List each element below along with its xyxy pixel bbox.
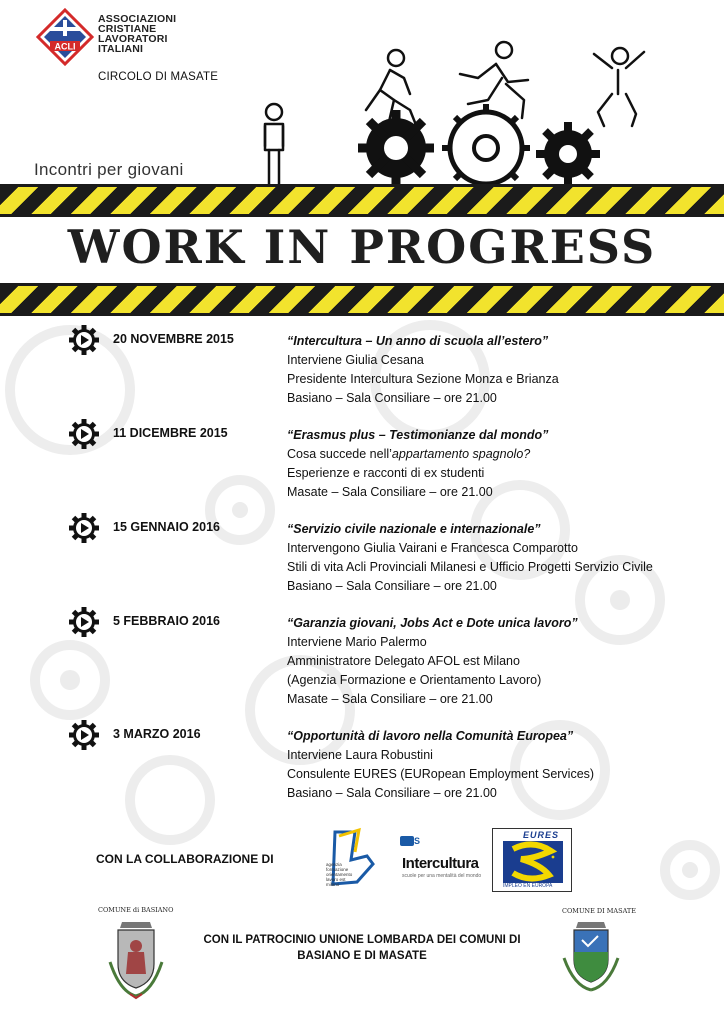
event-line: Presidente Intercultura Sezione Monza e Brianza bbox=[287, 372, 559, 386]
event-line: Masate – Sala Consiliare – ore 21.00 bbox=[287, 485, 493, 499]
event-line-italic: appartamento spagnolo? bbox=[391, 447, 531, 461]
eures-footer: IMPLEO EN EUROPA bbox=[503, 883, 553, 889]
intercultura-tagline: scuole per una mentalità del mondo bbox=[402, 873, 482, 879]
event-line: Interviene Giulia Cesana bbox=[287, 353, 424, 367]
patronage-line1: CON IL PATROCINIO UNIONE LOMBARDA DEI COMUNI DI bbox=[203, 934, 521, 946]
eures-wordmark: EURES bbox=[523, 830, 560, 840]
event-line: Consulente EURES (EURopean Employment Services) bbox=[287, 767, 595, 781]
event-line-part: Cosa succede nell’ bbox=[287, 447, 392, 461]
gear-play-icon bbox=[68, 719, 100, 751]
gear-play-icon bbox=[68, 606, 100, 638]
event-date: 20 NOVEMBRE 2015 bbox=[113, 332, 234, 346]
event-line: Masate – Sala Consiliare – ore 21.00 bbox=[287, 692, 493, 706]
acli-name-line3: LAVORATORI bbox=[98, 33, 168, 45]
circolo-label: CIRCOLO DI MASATE bbox=[98, 71, 219, 83]
intro-subtitle: Incontri per giovani bbox=[34, 160, 184, 179]
gear-play-icon bbox=[68, 418, 100, 450]
event-title: “Erasmus plus – Testimonianze dal mondo” bbox=[287, 428, 549, 442]
event-line: Interviene Laura Robustini bbox=[287, 748, 433, 762]
event-line: Basiano – Sala Consiliare – ore 21.00 bbox=[287, 786, 497, 800]
acli-name-line2: CRISTIANE bbox=[98, 23, 157, 35]
event-line: Basiano – Sala Consiliare – ore 21.00 bbox=[287, 391, 497, 405]
intercultura-afs: AFS bbox=[402, 836, 420, 846]
event-date: 3 MARZO 2016 bbox=[113, 727, 201, 741]
afol-logo-text: agenzia formazione orientamento lavoro est milano bbox=[326, 862, 353, 887]
event-details bbox=[287, 426, 548, 502]
event-details bbox=[287, 727, 594, 803]
acli-name bbox=[98, 14, 176, 54]
patronage-line2: BASIANO E DI MASATE bbox=[297, 950, 427, 962]
masate-crest bbox=[558, 918, 624, 994]
event-details bbox=[287, 520, 653, 596]
gear-play-icon bbox=[68, 512, 100, 544]
event-line: Stili di vita Acli Provinciali Milanesi e Ufficio Progetti Servizio Civile bbox=[287, 560, 653, 574]
acli-name-line4: ITALIANI bbox=[98, 43, 144, 55]
event-line: Interviene Mario Palermo bbox=[287, 635, 427, 649]
acli-name-line1: ASSOCIAZIONI bbox=[98, 13, 177, 25]
hazard-stripe-bottom bbox=[0, 283, 724, 316]
event-title: “Garanzia giovani, Jobs Act e Dote unica lavoro” bbox=[287, 616, 578, 630]
event-line bbox=[287, 445, 548, 464]
event-line: Amministratore Delegato AFOL est Milano bbox=[287, 654, 520, 668]
event-details bbox=[287, 614, 578, 709]
event-title: “Intercultura – Un anno di scuola all’estero” bbox=[287, 334, 549, 348]
event-date: 5 FEBBRAIO 2016 bbox=[113, 614, 220, 628]
event-line: Esperienze e racconti di ex studenti bbox=[287, 466, 485, 480]
event-line: Basiano – Sala Consiliare – ore 21.00 bbox=[287, 579, 497, 593]
event-title: “Servizio civile nazionale e internazionale” bbox=[287, 522, 541, 536]
event-line: Intervengono Giulia Vairani e Francesca Comparotto bbox=[287, 541, 578, 555]
event-title: “Opportunità di lavoro nella Comunità Europea” bbox=[287, 729, 574, 743]
comune-masate-label: COMUNE DI MASATE bbox=[562, 907, 637, 915]
acli-logo-text: ACLI bbox=[54, 41, 76, 52]
event-date: 15 GENNAIO 2016 bbox=[113, 520, 220, 534]
acli-logo bbox=[36, 8, 94, 66]
event-details bbox=[287, 332, 559, 408]
patronage-text bbox=[150, 932, 574, 964]
page-title: WORK IN PROGRESS bbox=[67, 220, 657, 274]
eures-logo bbox=[492, 828, 572, 892]
event-date: 11 DICEMBRE 2015 bbox=[113, 426, 228, 440]
collaboration-label: CON LA COLLABORAZIONE DI bbox=[96, 852, 274, 866]
comune-basiano-label: COMUNE di BASIANO bbox=[98, 906, 174, 914]
gear-play-icon bbox=[68, 324, 100, 356]
hazard-stripe-top bbox=[0, 184, 724, 217]
event-line: (Agenzia Formazione e Orientamento Lavoro) bbox=[287, 673, 542, 687]
people-gears-illustration bbox=[240, 36, 660, 190]
intercultura-name: Intercultura bbox=[402, 855, 479, 872]
